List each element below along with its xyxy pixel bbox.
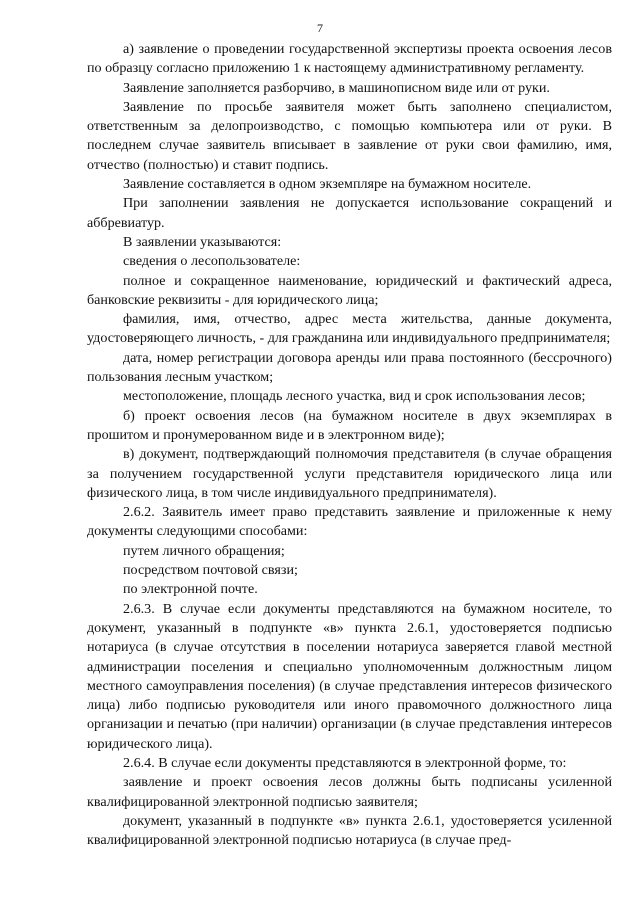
paragraph-postal: посредством почтовой связи; [123,562,298,579]
paragraph-2-6-3: 2.6.3. В случае если документы представляются на бумажном носителе, то документ, указанный в подпункте «в» пункта 2.6.1, удостоверяется подписью нотариуса (в случае отсутствия в поселении нотариуса заверяется главой местной администрации поселения и специально уполномоченным должностным лицом местного самоуправления поселения) (в случае представления интересов физического лица) либо подписью руководителя или иного правомочного должностного лица организации и печатью (при наличии) организации (в случае представления интересов юридического лица). [87,600,612,752]
paragraph-no-abbreviations: При заполнении заявления не допускается использование сокращений и аббревиатур. [87,195,612,231]
paragraph-electronic-signature-applicant: заявление и проект освоения лесов должны быть подписаны усиленной квалифицированной электронной подписью заявителя; [87,774,612,810]
paragraph-email: по электронной почте. [123,581,258,598]
paragraph-personal-visit: путем личного обращения; [123,542,285,559]
paragraph-plot-location: местоположение, площадь лесного участка, вид и срок использования лесов; [123,388,586,405]
page-number: 7 [317,21,323,35]
paragraph-citizen-details: фамилия, имя, отчество, адрес места жительства, данные документа, удостоверяющего личность, - для гражданина или индивидуального предпринимателя; [87,311,612,347]
paragraph-one-copy: Заявление составляется в одном экземпляре на бумажном носителе. [123,176,532,193]
paragraph-filled-by-specialist: Заявление по просьбе заявителя может быть заполнено специалистом, ответственным за делопроизводство, с помощью компьютера или от руки. В последнем случае заявитель вписывает в заявление от руки свои фамилию, имя, отчество (полностью) и ставит подпись. [87,98,612,173]
paragraph-electronic-signature-notary: документ, указанный в подпункте «в» пункта 2.6.1, удостоверяется усиленной квалифицированной электронной подписью нотариуса (в случае пред- [87,812,612,849]
paragraph-application-contains: В заявлении указываются: [123,233,282,250]
paragraph-forest-user-info: сведения о лесопользователе: [123,253,301,270]
document-body [87,40,612,850]
paragraph-legal-entity-details: полное и сокращенное наименование, юридический и фактический адреса, банковские реквизиты - для юридического лица; [87,272,612,308]
paragraph-item-b-project: б) проект освоения лесов (на бумажном носителе в двух экземплярах в прошитом и пронумерованном виде и в электронном виде); [87,407,612,443]
paragraph-filling-legibly: Заявление заполняется разборчиво, в машинописном виде или от руки. [123,79,550,96]
paragraph-2-6-2: 2.6.2. Заявитель имеет право представить заявление и приложенные к нему документы следующими способами: [87,504,612,540]
paragraph-item-v-authority: в) документ, подтверждающий полномочия представителя (в случае обращения за получением государственной услуги представителя юридического лица или физического лица, в том числе индивидуального предпринимателя). [87,446,612,501]
paragraph-item-a-application: а) заявление о проведении государственной экспертизы проекта освоения лесов по образцу согласно приложению 1 к настоящему административному регламенту. [87,41,612,77]
paragraph-lease-registration: дата, номер регистрации договора аренды или права постоянного (бессрочного) пользования лесным участком; [87,349,612,386]
paragraph-2-6-4: 2.6.4. В случае если документы представляются в электронной форме, то: [123,754,567,771]
